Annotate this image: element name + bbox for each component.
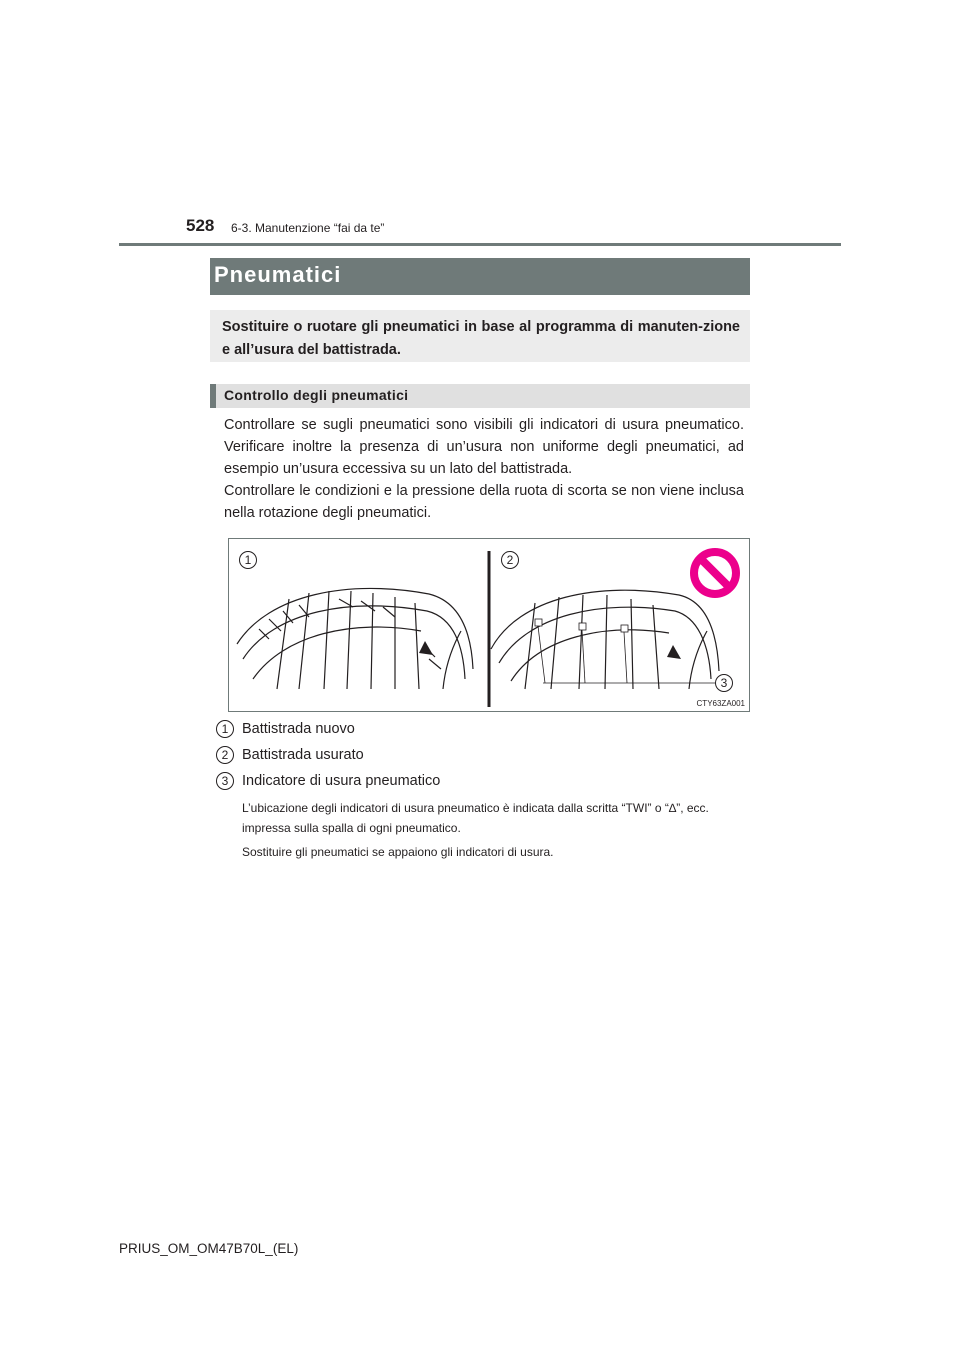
intro-box: Sostituire o ruotare gli pneumatici in base al programma di manuten-zione e all’usura del battistrada. — [210, 310, 750, 362]
legend-callout: 1 — [216, 720, 234, 738]
body-paragraph: Controllare le condizioni e la pressione della ruota di scorta se non viene inclusa nella rotazione degli pneumatici. — [224, 483, 744, 521]
section-reference: 6-3. Manutenzione “fai da te” — [231, 221, 385, 235]
subsection-heading-bar — [210, 384, 750, 408]
figure-code: CTY63ZA001 — [696, 699, 745, 708]
legend-text: Battistrada nuovo — [242, 721, 355, 737]
note-text: L’ubicazione degli indicatori di usura pneumatico è indicata dalla scritta “TWI” o “∆”, ecc. impressa sulla spalla di ogni pneumatico. — [242, 801, 709, 835]
legend-callout: 2 — [216, 746, 234, 764]
prohibited-icon — [694, 552, 736, 594]
figure-callout-1: 1 — [239, 551, 257, 569]
subsection-heading: Controllo degli pneumatici — [224, 387, 409, 403]
page-title: Pneumatici — [214, 262, 342, 287]
tread-triangle-mark — [667, 645, 681, 659]
figure-callout-3: 3 — [715, 674, 733, 692]
new-tread-illustration — [237, 588, 473, 689]
wear-indicator-leaders — [535, 619, 717, 683]
note-text: Sostituire gli pneumatici se appaiono gli indicatori di usura. — [242, 845, 554, 859]
figure-callout-2: 2 — [501, 551, 519, 569]
tread-triangle-mark — [419, 641, 433, 655]
worn-tread-illustration — [491, 590, 719, 689]
legend-text: Indicatore di usura pneumatico — [242, 773, 441, 789]
legend-callout: 3 — [216, 772, 234, 790]
page-number: 528 — [186, 216, 215, 235]
footer-code: PRIUS_OM_OM47B70L_(EL) — [119, 1241, 299, 1256]
body-paragraph: Controllare se sugli pneumatici sono visibili gli indicatori di usura pneumatico. Verificare inoltre la presenza di un’usura non uniforme degli pneumatici, ad esempio un’usura eccessiva su un lato del battistrada. — [224, 417, 744, 477]
legend-text: Battistrada usurato — [242, 747, 364, 763]
title-bar — [210, 258, 750, 295]
tire-wear-figure — [228, 538, 750, 712]
header-rule — [119, 243, 841, 246]
